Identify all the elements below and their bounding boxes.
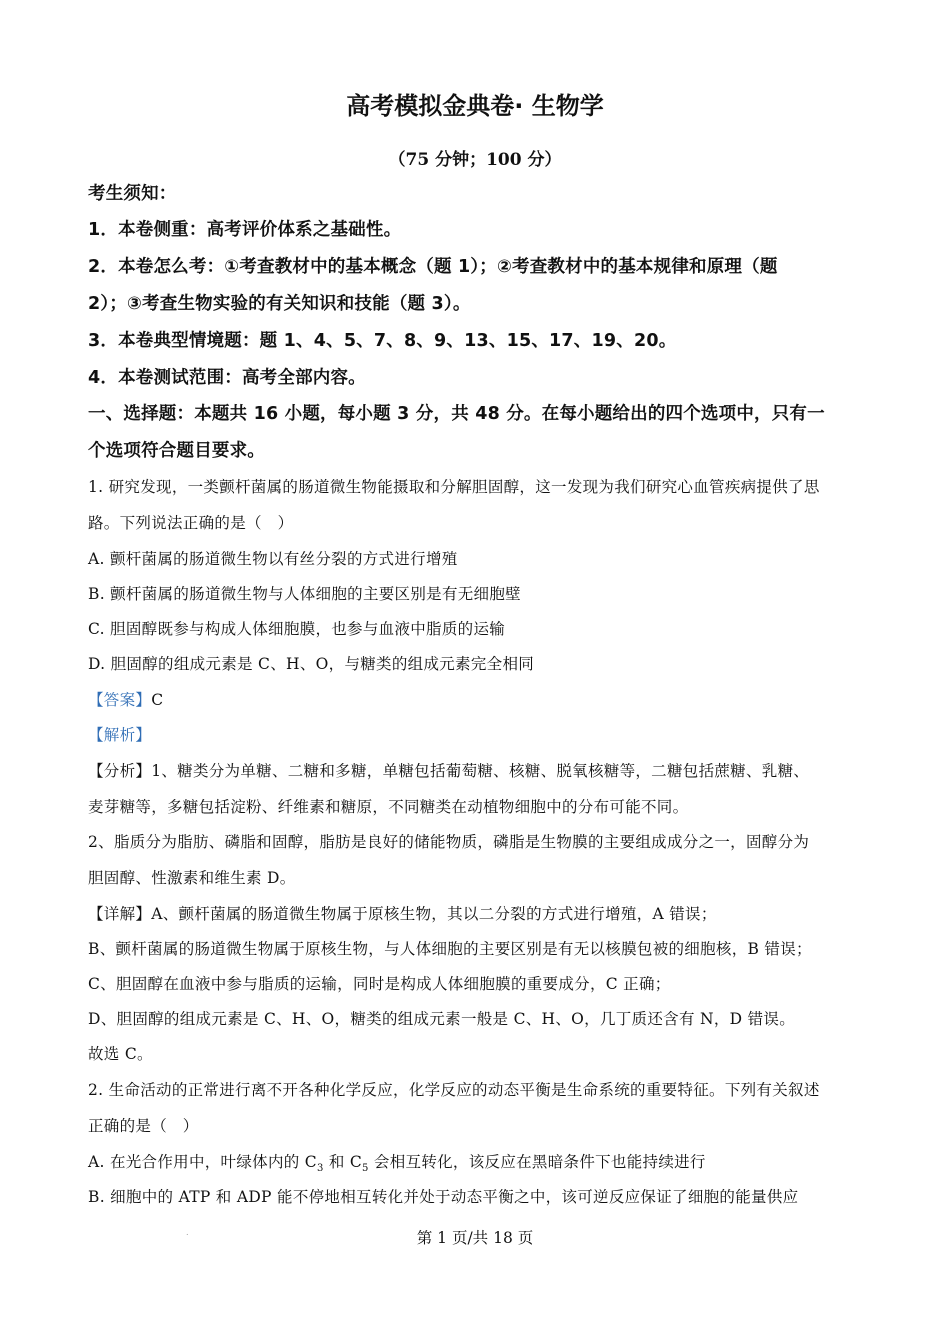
question-1-stem-cont: 路。下列说法正确的是（ ）: [88, 514, 294, 532]
answer-value: C: [151, 691, 164, 709]
footer-mark: .: [186, 1228, 189, 1237]
analysis-line: 胆固醇、性激素和维生素 D。: [88, 869, 296, 887]
question-2-option-a: A. 在光合作用中，叶绿体内的 $C_3$ 和 $C_5$ 会相互转化，该反应在黑暗条件下也能持续进行: [88, 1153, 706, 1175]
question-1-option-d: D. 胆固醇的组成元素是 C、H、O，与糖类的组成元素完全相同: [88, 655, 535, 673]
question-2-option-b: B. 细胞中的 ATP 和 ADP 能不停地相互转化并处于动态平衡之中，该可逆反应保证了细胞的能量供应: [88, 1188, 799, 1206]
analysis-tag: 【解析】: [88, 726, 152, 744]
question-1-option-c: C. 胆固醇既参与构成人体细胞膜，也参与血液中脂质的运输: [88, 620, 506, 638]
question-1-stem: 1. 研究发现，一类颤杆菌属的肠道微生物能摄取和分解胆固醇，这一发现为我们研究心血管疾病提供了思: [88, 478, 820, 496]
analysis-line: 2、脂质分为脂肪、磷脂和固醇，脂肪是良好的储能物质，磷脂是生物膜的主要组成成分之一，固醇分为: [88, 833, 810, 851]
notice-item: 2）；③考查生物实验的有关知识和技能（题 3）。: [88, 294, 471, 314]
notice-heading: 考生须知：: [88, 184, 177, 204]
analysis-line: 【分析】1、糖类分为单糖、二糖和多糖，单糖包括葡萄糖、核糖、脱氧核糖等，二糖包括蔗糖、乳糖、: [88, 762, 810, 780]
notice-item: 3．本卷典型情境题：题 1、4、5、7、8、9、13、15、17、19、20。: [88, 331, 677, 351]
exam-duration: （75 分钟；100 分）: [388, 150, 562, 170]
notice-item: 1．本卷侧重：高考评价体系之基础性。: [88, 220, 402, 240]
question-2-stem-cont: 正确的是（ ）: [88, 1117, 199, 1135]
section-heading: 一、选择题：本题共 16 小题，每小题 3 分，共 48 分。在每小题给出的四个选项中，只有一: [88, 404, 825, 424]
question-1-option-a: A. 颤杆菌属的肠道微生物以有丝分裂的方式进行增殖: [88, 550, 458, 568]
answer-tag: 【答案】: [88, 691, 152, 709]
detail-line: 【详解】A、颤杆菌属的肠道微生物属于原核生物，其以二分裂的方式进行增殖，A 错误；: [88, 905, 717, 923]
notice-item: 4．本卷测试范围：高考全部内容。: [88, 368, 366, 388]
detail-line: D、胆固醇的组成元素是 C、H、O，糖类的组成元素一般是 C、H、O，几丁质还含有 N，D 错误。: [88, 1010, 795, 1028]
section-heading-cont: 个选项符合题目要求。: [88, 441, 265, 461]
question-2-stem: 2. 生命活动的正常进行离不开各种化学反应，化学反应的动态平衡是生命系统的重要特征。下列有关叙述: [88, 1081, 820, 1099]
page-title: 高考模拟金典卷· 生物学: [346, 92, 604, 120]
conclusion-line: 故选 C。: [88, 1045, 153, 1063]
notice-item: 2．本卷怎么考：①考查教材中的基本概念（题 1）；②考查教材中的基本规律和原理（题: [88, 257, 778, 277]
detail-line: B、颤杆菌属的肠道微生物属于原核生物，与人体细胞的主要区别是有无以核膜包被的细胞核，B 错误；: [88, 940, 812, 958]
answer-line: [88, 688, 163, 710]
question-1-option-b: B. 颤杆菌属的肠道微生物与人体细胞的主要区别是有无细胞壁: [88, 585, 521, 603]
page-number: 第 1 页/共 18 页: [416, 1229, 534, 1247]
detail-line: C、胆固醇在血液中参与脂质的运输，同时是构成人体细胞膜的重要成分，C 正确；: [88, 975, 671, 993]
analysis-line: 麦芽糖等，多糖包括淀粉、纤维素和糖原，不同糖类在动植物细胞中的分布可能不同。: [88, 798, 689, 816]
